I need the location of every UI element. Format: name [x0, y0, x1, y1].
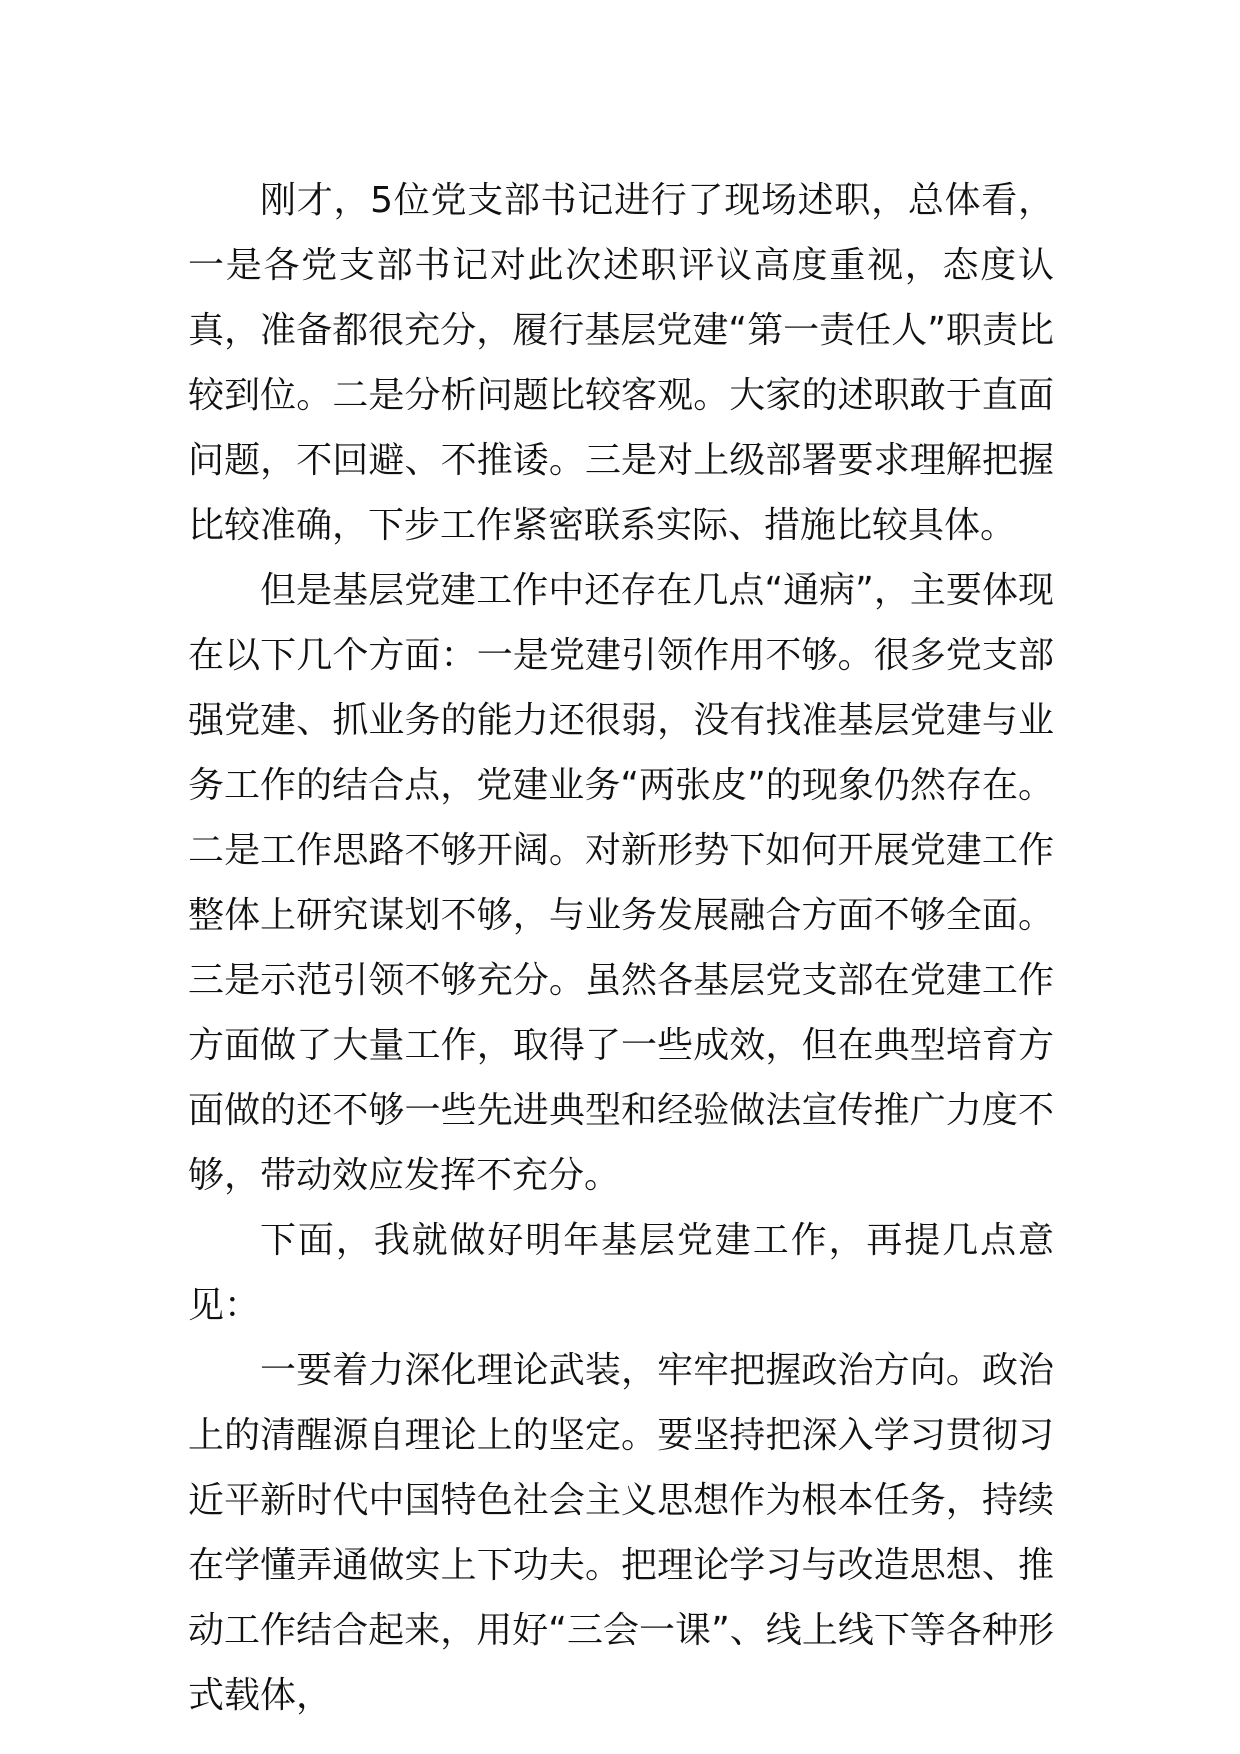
paragraph-theory-armament: 一要着力深化理论武装，牢牢把握政治方向。政治上的清醒源自理论上的坚定。要坚持把深入学习贯彻习近平新时代中国特色社会主义思想作为根本任务，持续在学懂弄通做实上下功夫。把理论学习与改造思想、推动工作结合起来，用好“三会一课”、线上线下等各种形式载体，: [188, 1350, 1054, 1716]
paragraph-common-problems: 但是基层党建工作中还存在几点“通病”，主要体现在以下几个方面：一是党建引领作用不够。很多党支部强党建、抓业务的能力还很弱，没有找准基层党建与业务工作的结合点，党建业务“两张皮”的现象仍然存在。二是工作思路不够开阔。对新形势下如何开展党建工作整体上研究谋划不够，与业务发展融合方面不够全面。三是示范引领不够充分。虽然各基层党支部在党建工作方面做了大量工作，取得了一些成效，但在典型培育方面做的还不够一些先进典型和经验做法宣传推广力度不够，带动效应发挥不充分。: [188, 570, 1054, 1196]
paragraph-opinions-intro: 下面，我就做好明年基层党建工作，再提几点意见：: [188, 1220, 1054, 1326]
document-body: [188, 168, 1054, 1728]
paragraph-review-summary: 刚才，5位党支部书记进行了现场述职，总体看，一是各党支部书记对此次述职评议高度重视，态度认真，准备都很充分，履行基层党建“第一责任人”职责比较到位。二是分析问题比较客观。大家的述职敢于直面问题，不回避、不推诿。三是对上级部署要求理解把握比较准确，下步工作紧密联系实际、措施比较具体。: [188, 180, 1054, 546]
